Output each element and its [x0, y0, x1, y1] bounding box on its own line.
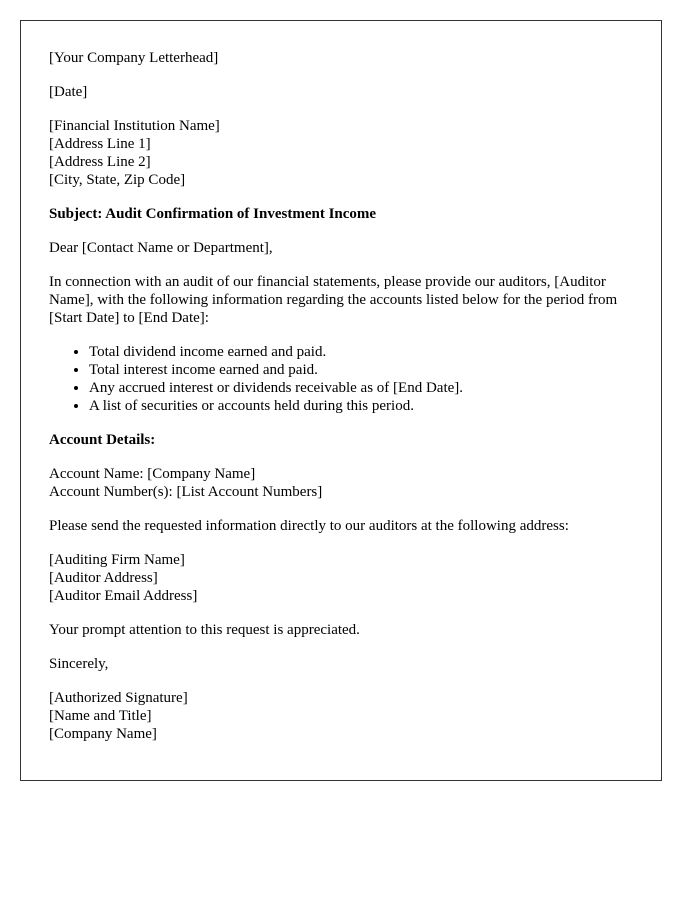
auditor-line: [Auditing Firm Name] [49, 552, 185, 568]
list-item: • Any accrued interest or dividends receivable as of [End Date]. [89, 379, 632, 397]
signature-block [49, 689, 632, 743]
account-details [49, 465, 632, 501]
subject: Subject: Audit Confirmation of Investment Income [49, 206, 377, 222]
account-line: Account Name: [Company Name] [49, 466, 256, 482]
date: [Date] [49, 84, 88, 100]
recipient-line: [Financial Institution Name] [49, 118, 220, 134]
closing-note: Your prompt attention to this request is appreciated. [49, 622, 360, 638]
intro-paragraph: In connection with an audit of our financial statements, please provide our auditors, [Auditor Name], with the following information regarding the accounts listed below for the period from [Start Date] to [End Date]: [49, 274, 618, 326]
auditor-address [49, 551, 632, 605]
signature-line: [Authorized Signature] [49, 690, 188, 706]
letter [20, 20, 662, 781]
recipient-address [49, 117, 632, 189]
recipient-line: [Address Line 2] [49, 154, 151, 170]
signature-line: [Company Name] [49, 726, 157, 742]
list-item: • Total dividend income earned and paid. [89, 343, 632, 361]
account-line: Account Number(s): [List Account Numbers] [49, 484, 323, 500]
recipient-line: [Address Line 1] [49, 136, 151, 152]
auditor-line: [Auditor Address] [49, 570, 158, 586]
letterhead: [Your Company Letterhead] [49, 50, 219, 66]
send-instruction: Please send the requested information directly to our auditors at the following address: [49, 518, 569, 534]
closing: Sincerely, [49, 656, 109, 672]
recipient-line: [City, State, Zip Code] [49, 172, 186, 188]
list-item: • A list of securities or accounts held during this period. [89, 397, 632, 415]
signature-line: [Name and Title] [49, 708, 152, 724]
account-heading: Account Details: [49, 432, 156, 448]
auditor-line: [Auditor Email Address] [49, 588, 198, 604]
list-item: • Total interest income earned and paid. [89, 361, 632, 379]
request-list [49, 343, 632, 415]
salutation: Dear [Contact Name or Department], [49, 240, 273, 256]
